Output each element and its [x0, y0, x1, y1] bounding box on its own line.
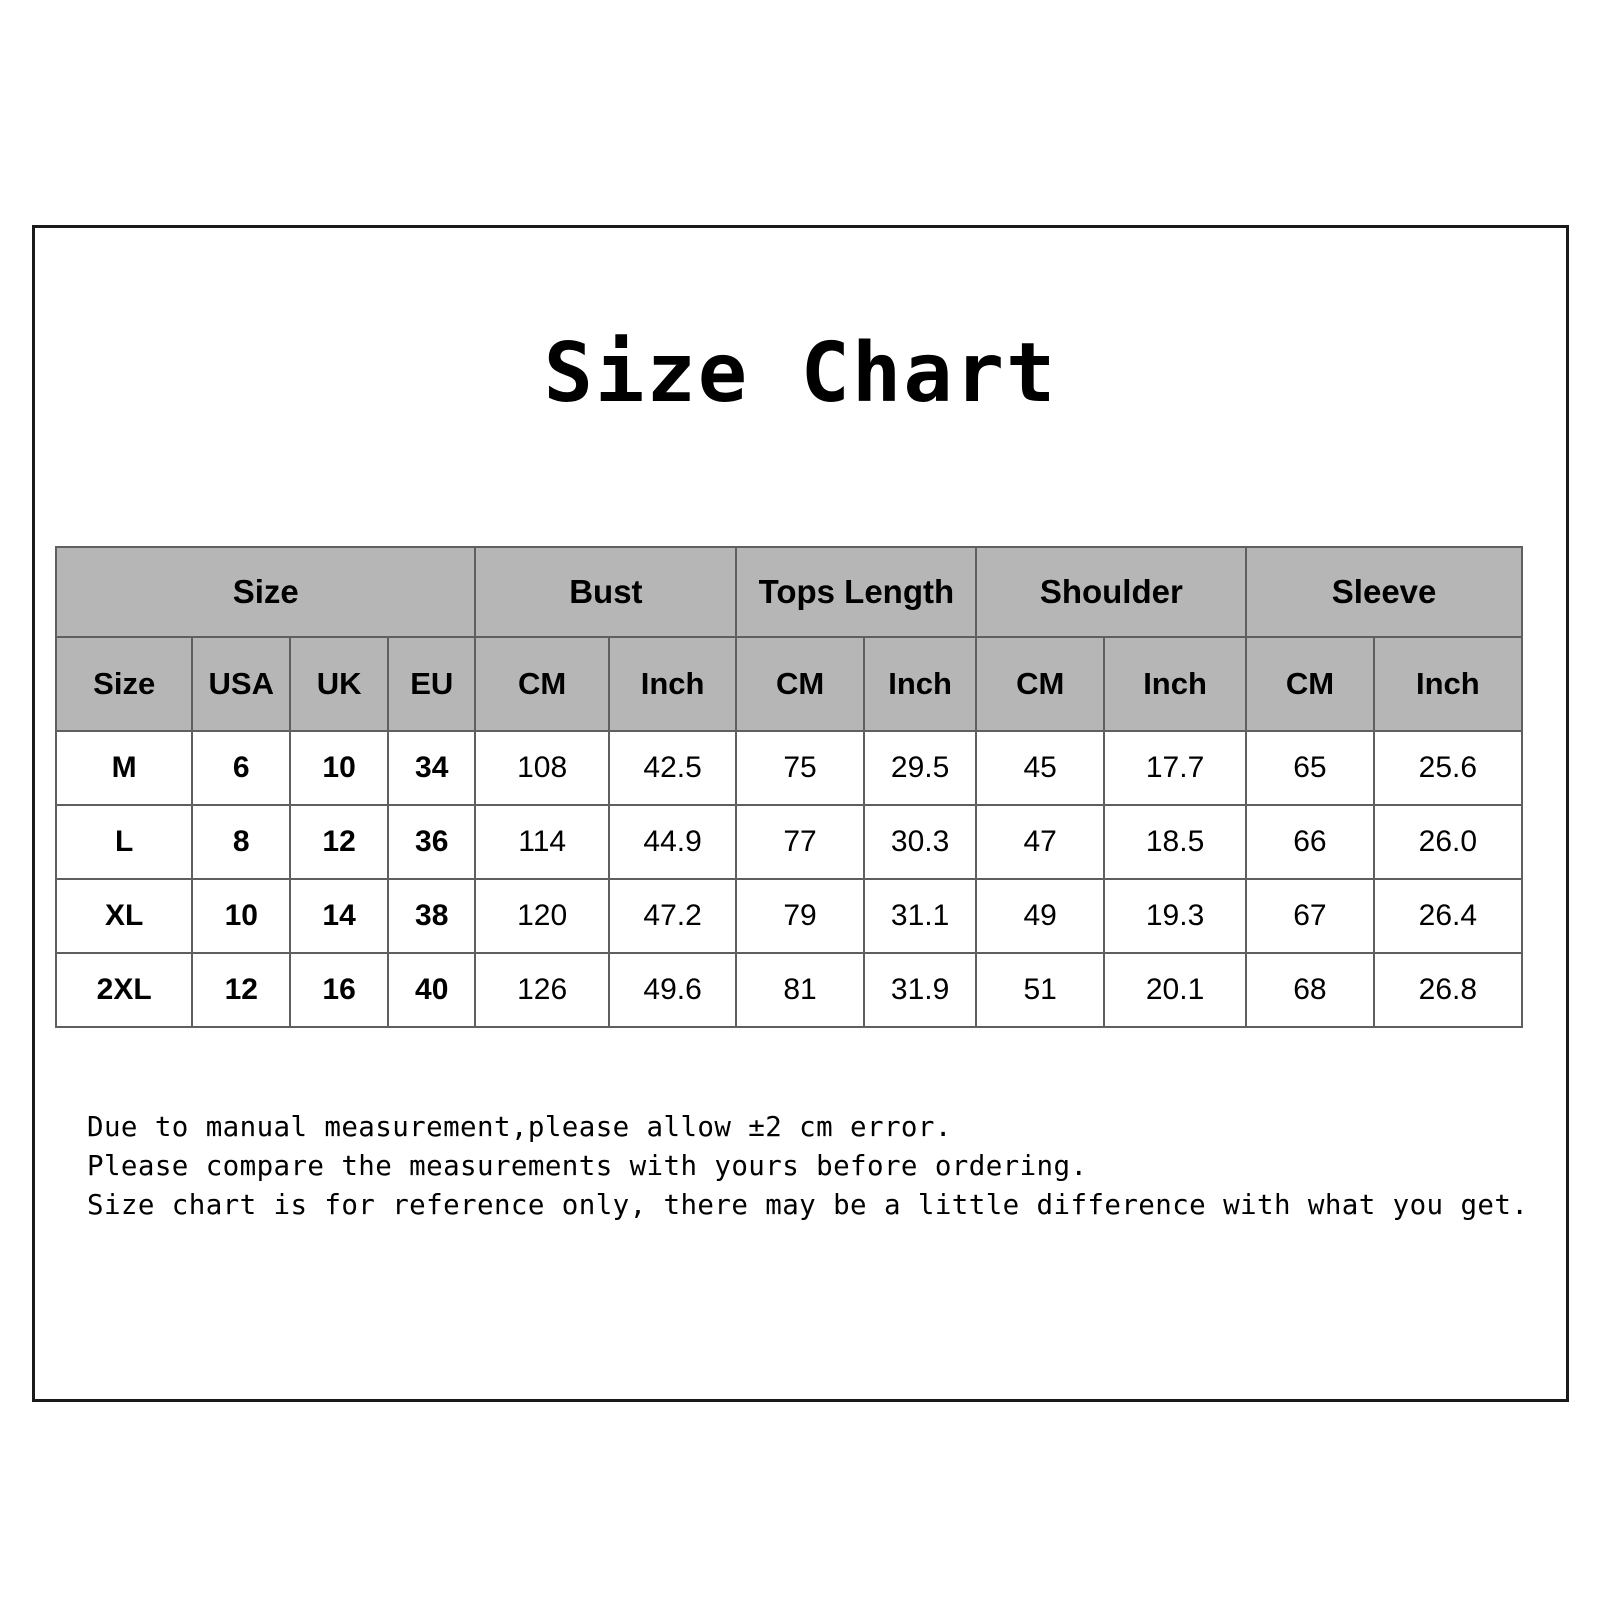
- note-line-2: Please compare the measurements with yours before ordering.: [87, 1150, 1088, 1183]
- table-row: [56, 879, 1522, 953]
- cell-bust-cm: 120: [475, 879, 608, 953]
- cell-tops-length-cm: 81: [736, 953, 863, 1027]
- column-header-size: Size: [56, 637, 192, 731]
- cell-usa: 6: [192, 731, 290, 805]
- table-row: [56, 731, 1522, 805]
- cell-bust-cm: 108: [475, 731, 608, 805]
- table-row: [56, 953, 1522, 1027]
- chart-frame: [32, 225, 1569, 1402]
- cell-usa: 8: [192, 805, 290, 879]
- table-row: [56, 805, 1522, 879]
- cell-bust-cm: 114: [475, 805, 608, 879]
- cell-shoulder-cm: 49: [976, 879, 1103, 953]
- group-header-row: [56, 547, 1522, 637]
- cell-sleeve-inch: 26.8: [1374, 953, 1522, 1027]
- cell-tops-length-inch: 29.5: [864, 731, 977, 805]
- cell-shoulder-inch: 17.7: [1104, 731, 1246, 805]
- cell-usa: 12: [192, 953, 290, 1027]
- cell-shoulder-inch: 20.1: [1104, 953, 1246, 1027]
- column-header-sleeve-cm: CM: [1246, 637, 1373, 731]
- cell-sleeve-inch: 26.0: [1374, 805, 1522, 879]
- cell-tops-length-cm: 75: [736, 731, 863, 805]
- cell-shoulder-inch: 18.5: [1104, 805, 1246, 879]
- cell-tops-length-inch: 31.9: [864, 953, 977, 1027]
- cell-eu: 38: [388, 879, 475, 953]
- cell-bust-cm: 126: [475, 953, 608, 1027]
- cell-sleeve-cm: 68: [1246, 953, 1373, 1027]
- cell-uk: 16: [290, 953, 388, 1027]
- cell-shoulder-cm: 47: [976, 805, 1103, 879]
- cell-sleeve-cm: 66: [1246, 805, 1373, 879]
- column-header-tops-length-inch: Inch: [864, 637, 977, 731]
- cell-tops-length-cm: 77: [736, 805, 863, 879]
- column-header-usa: USA: [192, 637, 290, 731]
- column-header-tops-length-cm: CM: [736, 637, 863, 731]
- cell-eu: 34: [388, 731, 475, 805]
- cell-eu: 36: [388, 805, 475, 879]
- table-body: [56, 731, 1522, 1027]
- cell-shoulder-inch: 19.3: [1104, 879, 1246, 953]
- column-header-eu: EU: [388, 637, 475, 731]
- cell-size: 2XL: [56, 953, 192, 1027]
- disclaimer-notes: [87, 1108, 1529, 1225]
- cell-shoulder-cm: 45: [976, 731, 1103, 805]
- table-head: [56, 547, 1522, 731]
- group-header-size: Size: [56, 547, 475, 637]
- note-line-3: Size chart is for reference only, there may be a little difference with what you get.: [87, 1189, 1529, 1222]
- cell-uk: 14: [290, 879, 388, 953]
- cell-uk: 10: [290, 731, 388, 805]
- column-header-uk: UK: [290, 637, 388, 731]
- group-header-sleeve: Sleeve: [1246, 547, 1522, 637]
- cell-usa: 10: [192, 879, 290, 953]
- column-header-bust-cm: CM: [475, 637, 608, 731]
- cell-bust-inch: 42.5: [609, 731, 736, 805]
- page-title: Size Chart: [543, 326, 1058, 421]
- size-table-container: [55, 546, 1523, 1028]
- cell-tops-length-inch: 30.3: [864, 805, 977, 879]
- cell-bust-inch: 47.2: [609, 879, 736, 953]
- size-table: [55, 546, 1523, 1028]
- cell-shoulder-cm: 51: [976, 953, 1103, 1027]
- cell-size: M: [56, 731, 192, 805]
- cell-uk: 12: [290, 805, 388, 879]
- group-header-shoulder: Shoulder: [976, 547, 1246, 637]
- column-header-sleeve-inch: Inch: [1374, 637, 1522, 731]
- group-header-tops-length: Tops Length: [736, 547, 976, 637]
- cell-sleeve-inch: 26.4: [1374, 879, 1522, 953]
- column-header-shoulder-cm: CM: [976, 637, 1103, 731]
- group-header-bust: Bust: [475, 547, 736, 637]
- cell-bust-inch: 49.6: [609, 953, 736, 1027]
- note-line-1: Due to manual measurement,please allow ±2 cm error.: [87, 1111, 952, 1143]
- cell-sleeve-cm: 67: [1246, 879, 1373, 953]
- cell-tops-length-cm: 79: [736, 879, 863, 953]
- column-header-row: [56, 637, 1522, 731]
- cell-bust-inch: 44.9: [609, 805, 736, 879]
- column-header-shoulder-inch: Inch: [1104, 637, 1246, 731]
- cell-tops-length-inch: 31.1: [864, 879, 977, 953]
- cell-size: L: [56, 805, 192, 879]
- cell-sleeve-cm: 65: [1246, 731, 1373, 805]
- cell-sleeve-inch: 25.6: [1374, 731, 1522, 805]
- cell-size: XL: [56, 879, 192, 953]
- cell-eu: 40: [388, 953, 475, 1027]
- column-header-bust-inch: Inch: [609, 637, 736, 731]
